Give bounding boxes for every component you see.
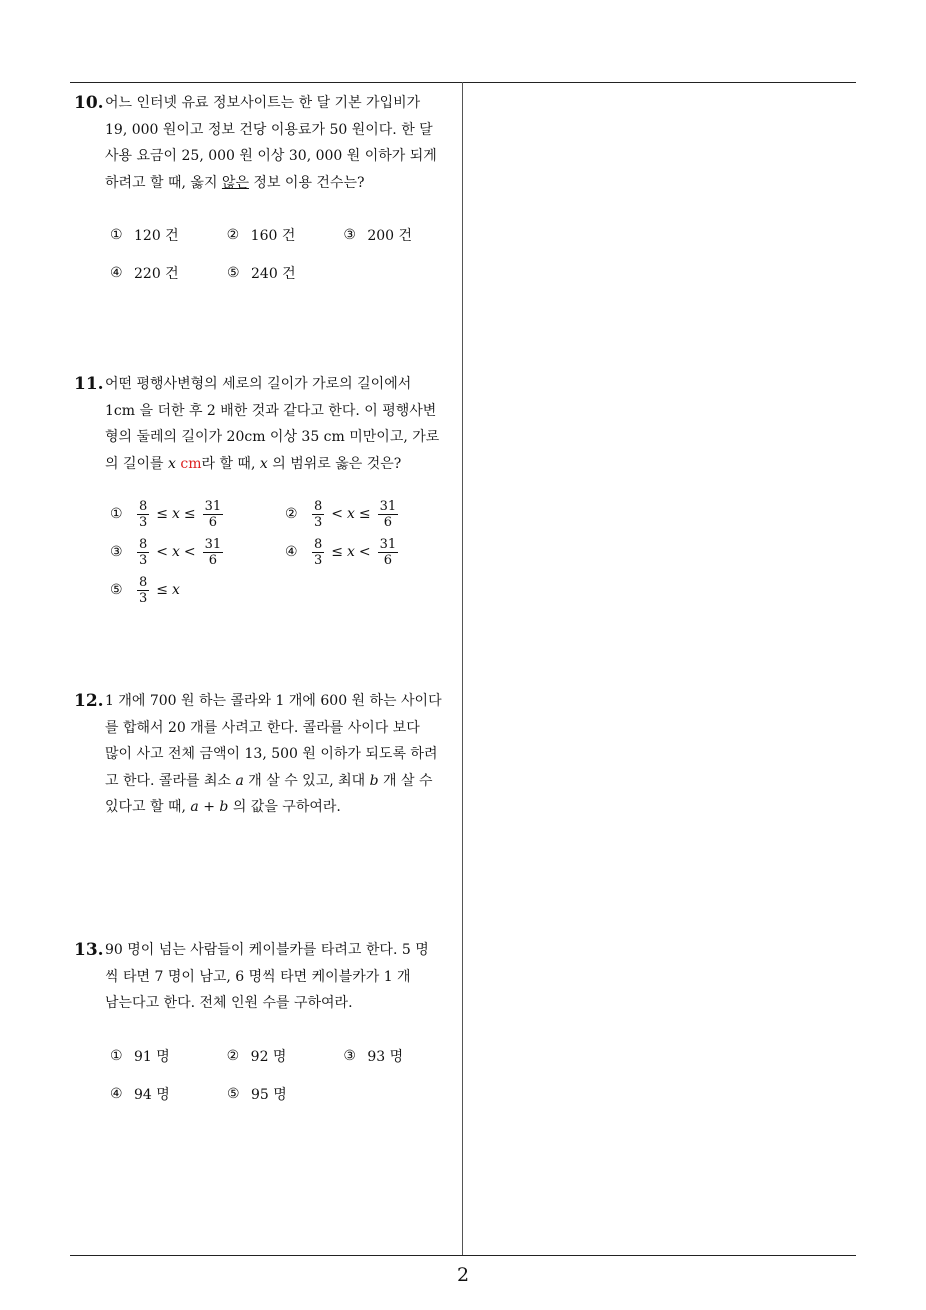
problem-10 bbox=[74, 90, 460, 292]
operator: < bbox=[358, 544, 371, 560]
choice-mark: ③ bbox=[343, 1047, 356, 1064]
choice-5[interactable] bbox=[110, 575, 285, 606]
choice-4[interactable] bbox=[110, 263, 227, 283]
denominator: 6 bbox=[208, 514, 218, 530]
math-variable: b bbox=[369, 772, 379, 789]
fraction bbox=[137, 537, 149, 568]
fraction bbox=[312, 499, 324, 530]
denominator: 6 bbox=[383, 514, 393, 530]
choice-3[interactable] bbox=[343, 1046, 460, 1066]
choice-text: 160 건 bbox=[250, 228, 296, 244]
text-segment: 의 값을 구하여라. bbox=[228, 799, 341, 815]
numerator: 8 bbox=[314, 498, 323, 514]
numerator: 8 bbox=[314, 536, 323, 552]
math-variable: x bbox=[172, 582, 180, 598]
denominator: 3 bbox=[139, 514, 148, 530]
text-line: 어느 인터넷 유료 정보사이트는 한 달 기본 가입비가 bbox=[105, 95, 421, 111]
choice-row bbox=[110, 216, 460, 254]
choice-text: 94 명 bbox=[134, 1086, 170, 1103]
text-line bbox=[105, 768, 460, 795]
text-line: 형의 둘레의 길이가 20cm 이상 35 cm 미만이고, 가로 bbox=[105, 429, 440, 445]
text-line: 를 합해서 20 개를 사려고 한다. 콜라를 사이다 보다 bbox=[105, 719, 420, 736]
choice-mark: ④ bbox=[285, 544, 298, 560]
choice-2[interactable] bbox=[227, 1046, 344, 1066]
denominator: 3 bbox=[314, 552, 323, 568]
text-line bbox=[105, 794, 460, 821]
fraction bbox=[312, 537, 324, 568]
choice-3[interactable] bbox=[110, 537, 285, 568]
math-variable: x bbox=[259, 455, 268, 472]
problem-13 bbox=[74, 937, 460, 1113]
text-line: 씩 타면 7 명이 남고, 6 명씩 타면 케이블카가 1 개 bbox=[105, 968, 411, 985]
choice-4[interactable] bbox=[110, 1084, 227, 1104]
choice-1[interactable] bbox=[110, 225, 227, 245]
operator: < bbox=[156, 544, 169, 560]
problem-text bbox=[105, 937, 460, 1017]
choice-mark: ③ bbox=[343, 227, 356, 243]
denominator: 6 bbox=[383, 552, 393, 568]
text-line bbox=[105, 170, 460, 197]
text-line: 19, 000 원이고 정보 건당 이용료가 50 원이다. 한 달 bbox=[105, 121, 433, 138]
numerator: 8 bbox=[139, 536, 148, 552]
text-line bbox=[105, 451, 460, 478]
choice-mark: ④ bbox=[110, 265, 123, 281]
underlined-word: 않은 bbox=[221, 174, 249, 191]
operator: < bbox=[183, 544, 196, 560]
fraction bbox=[378, 499, 399, 530]
choice-text: 220 건 bbox=[134, 266, 179, 282]
denominator: 3 bbox=[139, 552, 148, 568]
choice-text: 91 명 bbox=[134, 1048, 170, 1065]
text-line: 사용 요금이 25, 000 원 이상 30, 000 원 이하가 되게 bbox=[105, 148, 437, 164]
choice-mark: ① bbox=[110, 1047, 123, 1064]
choice-1[interactable] bbox=[110, 1046, 227, 1066]
choice-2[interactable] bbox=[227, 225, 344, 245]
fraction bbox=[203, 537, 224, 568]
choice-2[interactable] bbox=[285, 499, 460, 530]
numerator: 31 bbox=[204, 536, 222, 552]
choice-row bbox=[110, 254, 460, 292]
header-rule bbox=[70, 82, 856, 83]
text-segment: 있다고 할 때, bbox=[105, 799, 191, 815]
choice-text: 93 명 bbox=[367, 1048, 404, 1065]
unit-highlight: cm bbox=[175, 455, 202, 472]
math-variable: a bbox=[235, 772, 244, 789]
text-line: 90 명이 넘는 사람들이 케이블카를 타려고 한다. 5 명 bbox=[105, 942, 429, 958]
fraction bbox=[378, 537, 399, 568]
text-segment: 하려고 할 때, 옳지 bbox=[105, 174, 222, 191]
numerator: 31 bbox=[379, 498, 397, 514]
problem-number: 10. bbox=[74, 93, 104, 113]
choice-mark: ⑤ bbox=[110, 582, 123, 598]
choice-1[interactable] bbox=[110, 499, 285, 530]
operator: < bbox=[331, 506, 344, 522]
problem-text bbox=[105, 688, 460, 821]
denominator: 3 bbox=[139, 590, 148, 606]
answer-choices bbox=[110, 1037, 460, 1113]
choice-mark: ② bbox=[226, 227, 240, 243]
choice-5[interactable] bbox=[227, 263, 344, 283]
choice-mark: ② bbox=[285, 506, 298, 522]
choice-text: 92 명 bbox=[250, 1048, 287, 1065]
text-segment: 고 한다. 콜라를 최소 bbox=[105, 772, 236, 789]
choice-mark: ① bbox=[110, 506, 123, 522]
operator: ≤ bbox=[358, 506, 371, 522]
text-line: 많이 사고 전체 금액이 13, 500 원 이하가 되도록 하려 bbox=[105, 746, 438, 762]
text-line: 1 개에 700 원 하는 콜라와 1 개에 600 원 하는 사이다 bbox=[105, 693, 442, 709]
footer-rule bbox=[70, 1255, 856, 1256]
column-divider bbox=[462, 82, 463, 1256]
choice-text: 120 건 bbox=[134, 228, 179, 244]
fraction bbox=[137, 575, 149, 606]
choice-mark: ⑤ bbox=[227, 265, 240, 281]
operator: ≤ bbox=[331, 544, 344, 560]
answer-choices bbox=[110, 216, 460, 292]
choice-row bbox=[110, 1075, 460, 1113]
math-variable: x bbox=[172, 544, 180, 560]
operator: ≤ bbox=[156, 506, 169, 522]
text-segment: 의 범위로 옳은 것은? bbox=[267, 455, 402, 472]
fraction bbox=[203, 499, 224, 530]
text-segment: 개 살 수 bbox=[378, 772, 433, 789]
problem-number: 13. bbox=[74, 940, 104, 960]
choice-text: 240 건 bbox=[251, 266, 296, 282]
numerator: 31 bbox=[379, 536, 397, 552]
numerator: 31 bbox=[204, 498, 222, 514]
numerator: 8 bbox=[139, 574, 148, 590]
choice-3[interactable] bbox=[343, 225, 460, 245]
denominator: 6 bbox=[208, 552, 218, 568]
operator: ≤ bbox=[156, 582, 169, 598]
math-variable: x bbox=[172, 506, 180, 522]
choice-row bbox=[110, 1037, 460, 1075]
problem-12 bbox=[74, 688, 460, 821]
problem-text bbox=[105, 371, 460, 477]
text-line: 1cm 을 더한 후 2 배한 것과 같다고 한다. 이 평행사변 bbox=[105, 402, 437, 419]
page-number: 2 bbox=[456, 1264, 470, 1286]
choice-mark: ③ bbox=[110, 544, 123, 560]
problem-number: 11. bbox=[74, 374, 104, 394]
choice-mark: ② bbox=[226, 1047, 240, 1064]
text-line: 남는다고 한다. 전체 인원 수를 구하여라. bbox=[105, 995, 353, 1011]
choice-5[interactable] bbox=[227, 1084, 344, 1104]
text-line: 어떤 평행사변형의 세로의 길이가 가로의 길이에서 bbox=[105, 376, 412, 392]
numerator: 8 bbox=[139, 498, 148, 514]
problem-number: 12. bbox=[74, 691, 104, 711]
fraction bbox=[137, 499, 149, 530]
math-expression: a + b bbox=[190, 799, 229, 815]
problem-text bbox=[105, 90, 460, 196]
math-variable: x bbox=[347, 544, 355, 560]
choice-mark: ④ bbox=[110, 1085, 123, 1102]
answer-choices bbox=[110, 495, 460, 609]
choice-4[interactable] bbox=[285, 537, 460, 568]
choice-row bbox=[110, 533, 460, 571]
choice-row bbox=[110, 495, 460, 533]
text-segment: 정보 이용 건수는? bbox=[248, 174, 365, 191]
problem-11 bbox=[74, 371, 460, 609]
denominator: 3 bbox=[314, 514, 323, 530]
text-segment: 개 살 수 있고, 최대 bbox=[243, 772, 370, 789]
choice-row bbox=[110, 571, 460, 609]
math-variable: x bbox=[168, 455, 176, 472]
text-segment: 의 길이를 bbox=[105, 455, 168, 472]
choice-text: 95 명 bbox=[251, 1086, 287, 1103]
choice-text: 200 건 bbox=[367, 228, 413, 244]
math-variable: x bbox=[347, 506, 355, 522]
choice-mark: ① bbox=[110, 227, 123, 243]
text-segment: 라 할 때, bbox=[201, 455, 260, 472]
choice-mark: ⑤ bbox=[227, 1085, 240, 1102]
operator: ≤ bbox=[183, 506, 196, 522]
